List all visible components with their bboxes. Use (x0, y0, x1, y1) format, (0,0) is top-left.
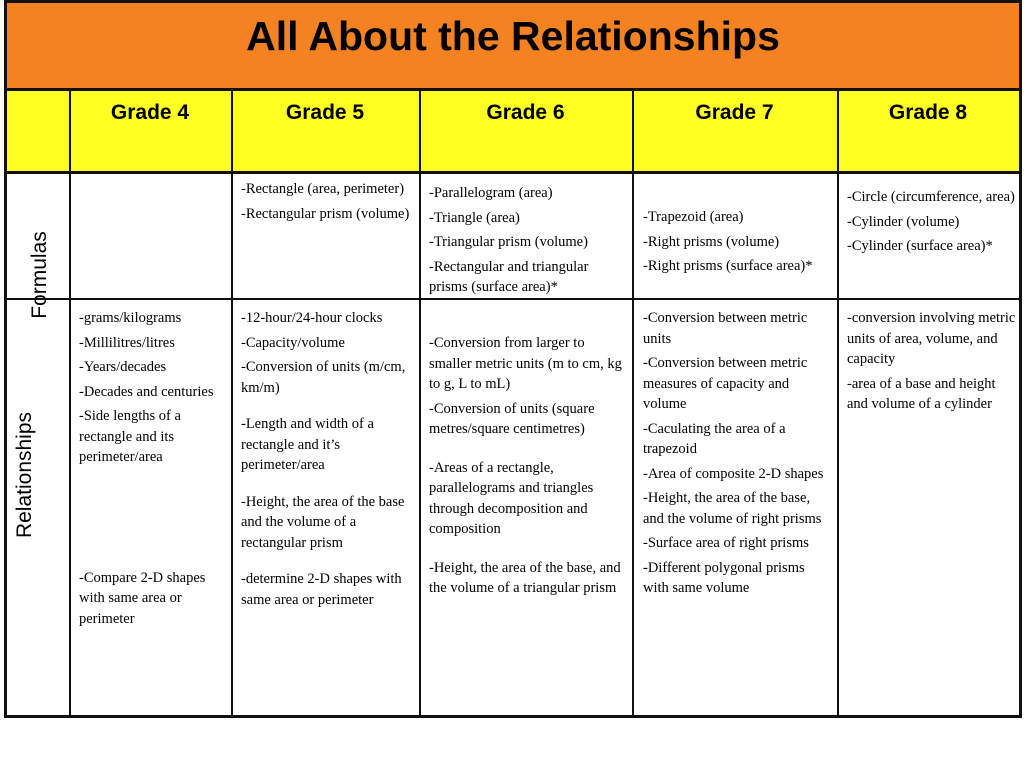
list-item: -Rectangular prism (volume) (241, 205, 410, 222)
list-item: -Rectangle (area, perimeter) (241, 181, 405, 197)
list-item: -Height, the area of the base and the volume of a rectangular prism (241, 493, 405, 551)
column-divider (419, 91, 421, 715)
list-item: -Conversion between metric units (643, 310, 808, 347)
list-item: -Trapezoid (area) (643, 209, 744, 225)
list-item: -Triangular prism (volume) (429, 234, 588, 250)
list-item: -Surface area of right prisms (643, 535, 809, 551)
formulas-grade-6-cell (429, 183, 629, 302)
list-item: -Areas of a rectangle, parallelograms and triangles through decomposition and composition (429, 459, 594, 537)
list-item: -Area of composite 2-D shapes (643, 465, 824, 482)
list-item: -Conversion from larger to smaller metric units (m to cm, kg to g, L to mL) (429, 335, 622, 392)
list-item: -Compare 2-D shapes with same area or perimeter (79, 569, 206, 627)
list-item: -area of a base and height and volume of a cylinder (847, 375, 996, 412)
grade-7-header: Grade 7 (695, 101, 774, 124)
list-item: -Cylinder (surface area)* (847, 238, 993, 254)
list-item: -Parallelogram (area) (429, 185, 553, 201)
relationships-grade-5-cell (241, 308, 416, 614)
grade-4-header: Grade 4 (110, 101, 190, 124)
title-bar (7, 3, 1019, 91)
list-item: -Capacity/volume (241, 334, 345, 351)
page-title: All About the Relationships (246, 13, 780, 59)
grade-5-header: Grade 5 (285, 101, 365, 124)
list-item: -Height, the area of the base, and the volume of a triangular prism (429, 559, 621, 596)
formulas-grade-8-cell (847, 187, 1017, 261)
grade-8-header: Grade 8 (888, 101, 968, 124)
formulas-grade-7-cell (643, 207, 833, 281)
list-item: -Circle (circumference, area) (847, 189, 1015, 205)
list-item: -Conversion between metric measures of capacity and volume (643, 355, 808, 412)
formulas-grade-5-cell (241, 179, 416, 228)
list-item: -12-hour/24-hour clocks (241, 310, 383, 326)
grade-header-row (7, 91, 1019, 174)
list-item: -Years/decades (79, 359, 167, 375)
list-item: -Millilitres/litres (79, 334, 175, 351)
row-label-formulas: Formulas (28, 231, 51, 319)
list-item: -Decades and centuries (79, 383, 214, 400)
column-divider (69, 91, 71, 715)
relationships-table (4, 0, 1022, 718)
relationships-grade-6-cell (429, 333, 629, 603)
column-divider (837, 91, 839, 715)
relationships-grade-4-cell (79, 308, 229, 633)
row-label-relationships: Relationships (13, 411, 36, 539)
column-divider (231, 91, 233, 715)
list-item: -Side lengths of a rectangle and its perimeter/area (79, 408, 181, 465)
list-item: -Right prisms (surface area)* (643, 258, 813, 274)
column-divider (632, 91, 634, 715)
relationships-grade-8-cell (847, 308, 1019, 419)
list-item: -Different polygonal prisms with same volume (643, 559, 805, 596)
list-item: -Right prisms (volume) (643, 233, 780, 250)
grade-6-header: Grade 6 (486, 101, 565, 124)
list-item: -Rectangular and triangular prisms (surface area)* (429, 258, 589, 295)
list-item: -grams/kilograms (79, 310, 182, 326)
list-item: -Triangle (area) (429, 209, 520, 226)
relationships-grade-7-cell (643, 308, 833, 603)
list-item: -determine 2-D shapes with same area or perimeter (241, 571, 402, 608)
list-item: -Cylinder (volume) (847, 213, 960, 230)
list-item: -Conversion of units (square metres/square centimetres) (429, 400, 595, 437)
list-item: -Height, the area of the base, and the volume of right prisms (643, 490, 822, 527)
list-item: -Length and width of a rectangle and it’s perimeter/area (241, 416, 374, 473)
list-item: -Caculating the area of a trapezoid (643, 420, 786, 457)
list-item: -Conversion of units (m/cm, km/m) (241, 359, 406, 396)
list-item: -conversion involving metric units of area, volume, and capacity (847, 310, 1016, 367)
